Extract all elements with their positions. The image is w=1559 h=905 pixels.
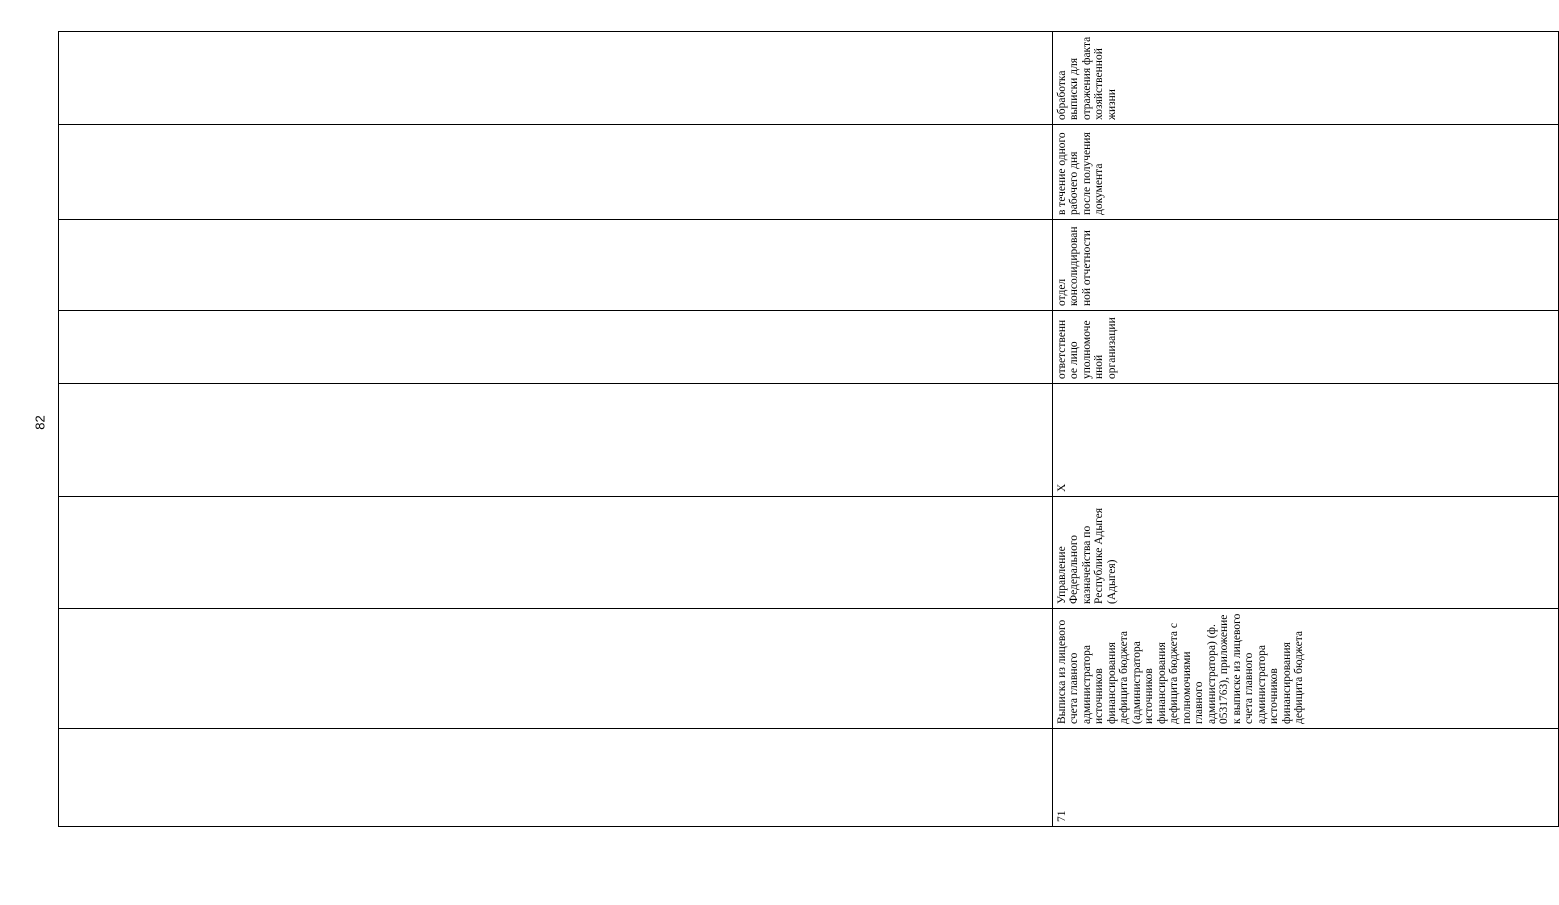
page-number: 82	[32, 414, 48, 430]
cont-cell-action	[59, 32, 1053, 125]
deadline-cell: в течение одного рабочего дня после получения документа	[1052, 125, 1558, 220]
cont-cell-number	[59, 729, 1053, 827]
responsible-cell: ответственное лицо уполномоченной организации	[1052, 311, 1558, 384]
row-number-cell: 71	[1052, 729, 1558, 827]
action-cell: обработка выписки для отражения факта хозяйственной жизни	[1052, 32, 1558, 125]
document-table	[58, 31, 1559, 827]
cont-cell-document	[59, 609, 1053, 729]
department-cell: отдел консолидированной отчетности	[1052, 220, 1558, 311]
cont-cell-mark	[59, 384, 1053, 497]
document-table-container	[58, 32, 1305, 827]
mark-cell: X	[1052, 384, 1558, 497]
cont-cell-issuer	[59, 497, 1053, 609]
issuer-cell: Управление Федерального казначейства по Республике Адыгея (Адыгея)	[1052, 497, 1558, 609]
document-name-cell: Выписка из лицевого счета главного администратора источников финансирования дефицита бюджета (администратора источников финансирования дефицита бюджета с полномочиями главного администратора) (ф. 0531763), приложение к выписке из лицевого счета главного администратора источников финансирования дефицита бюджета	[1052, 609, 1558, 729]
cont-cell-deadline	[59, 125, 1053, 220]
table-row	[1052, 32, 1558, 827]
cont-cell-department	[59, 220, 1053, 311]
cont-cell-responsible	[59, 311, 1053, 384]
continuation-row	[59, 32, 1053, 827]
